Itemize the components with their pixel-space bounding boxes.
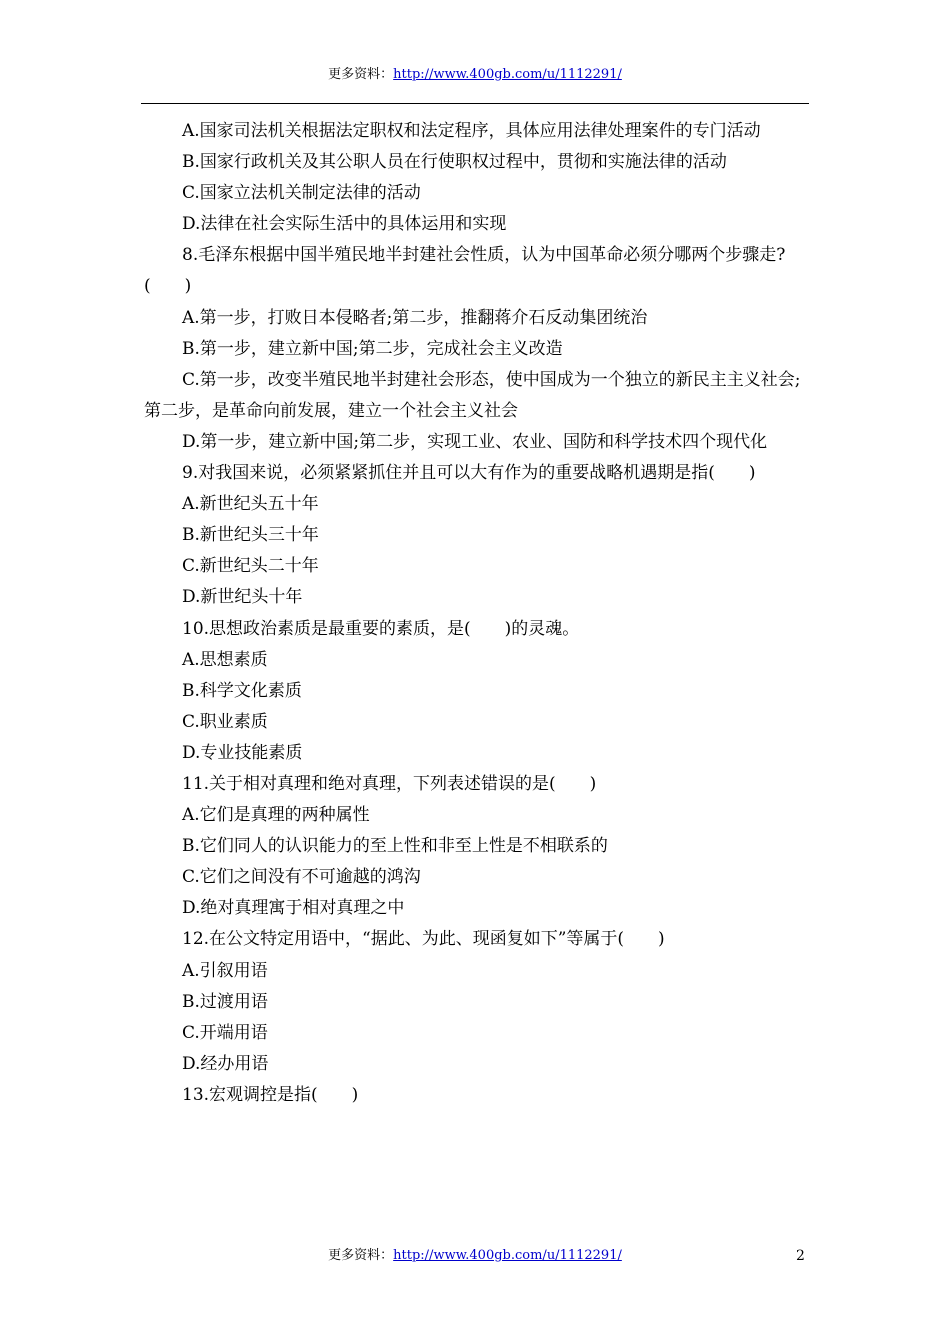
header-link[interactable]: http://www.400gb.com/u/1112291/ bbox=[393, 67, 622, 82]
option-d-q10: D.专业技能素质 bbox=[182, 742, 303, 763]
option-b-q9: B.新世纪头三十年 bbox=[182, 525, 319, 546]
question-13: 13.宏观调控是指( ) bbox=[182, 1084, 359, 1105]
option-b-q12: B.过渡用语 bbox=[182, 991, 268, 1012]
page-footer bbox=[0, 1247, 950, 1265]
option-a-q8: A.第一步，打败日本侵略者;第二步，推翻蒋介石反动集团统治 bbox=[182, 307, 648, 328]
option-d-q7: D.法律在社会实际生活中的具体运用和实现 bbox=[182, 214, 507, 235]
question-9: 9.对我国来说，必须紧紧抓住并且可以大有作为的重要战略机遇期是指( ) bbox=[182, 463, 756, 484]
option-c-q12: C.开端用语 bbox=[182, 1022, 268, 1043]
header-label: 更多资料： bbox=[328, 67, 394, 82]
option-b-q11: B.它们同人的认识能力的至上性和非至上性是不相联系的 bbox=[182, 836, 608, 857]
footer-label: 更多资料： bbox=[328, 1248, 394, 1263]
option-c-q8: C.第一步，改变半殖民地半封建社会形态，使中国成为一个独立的新民主主义社会;第二步，是革命向前发展，建立一个社会主义社会 bbox=[144, 369, 801, 421]
option-b-q7: B.国家行政机关及其公职人员在行使职权过程中，贯彻和实施法律的活动 bbox=[182, 152, 727, 173]
header-rule bbox=[141, 103, 809, 104]
option-c-q10: C.职业素质 bbox=[182, 711, 268, 732]
option-d-q9: D.新世纪头十年 bbox=[182, 587, 303, 608]
question-12: 12.在公文特定用语中，“据此、为此、现函复如下”等属于( ) bbox=[182, 929, 665, 950]
page-header bbox=[0, 66, 950, 84]
option-d-q8: D.第一步，建立新中国;第二步，实现工业、农业、国防和科学技术四个现代化 bbox=[182, 431, 768, 452]
option-a-q10: A.思想素质 bbox=[182, 649, 268, 670]
option-c-q7: C.国家立法机关制定法律的活动 bbox=[182, 183, 421, 204]
question-11: 11.关于相对真理和绝对真理，下列表述错误的是( ) bbox=[182, 773, 597, 794]
option-d-q11: D.绝对真理寓于相对真理之中 bbox=[182, 898, 405, 919]
option-a-q9: A.新世纪头五十年 bbox=[182, 494, 319, 515]
option-b-q8: B.第一步，建立新中国;第二步，完成社会主义改造 bbox=[182, 338, 563, 359]
question-10: 10.思想政治素质是最重要的素质，是( )的灵魂。 bbox=[182, 618, 580, 639]
option-c-q11: C.它们之间没有不可逾越的鸿沟 bbox=[182, 867, 421, 888]
option-a-q12: A.引叙用语 bbox=[182, 960, 268, 981]
option-a-q11: A.它们是真理的两种属性 bbox=[182, 805, 370, 826]
page-number: 2 bbox=[796, 1248, 805, 1264]
question-8: 8.毛泽东根据中国半殖民地半封建社会性质，认为中国革命必须分哪两个步骤走?( ) bbox=[144, 245, 786, 297]
footer-link[interactable]: http://www.400gb.com/u/1112291/ bbox=[393, 1248, 622, 1263]
option-b-q10: B.科学文化素质 bbox=[182, 680, 302, 701]
option-a-q7: A.国家司法机关根据法定职权和法定程序，具体应用法律处理案件的专门活动 bbox=[182, 121, 761, 141]
document-body bbox=[144, 116, 810, 1111]
option-d-q12: D.经办用语 bbox=[182, 1053, 269, 1074]
option-c-q9: C.新世纪头二十年 bbox=[182, 556, 319, 577]
